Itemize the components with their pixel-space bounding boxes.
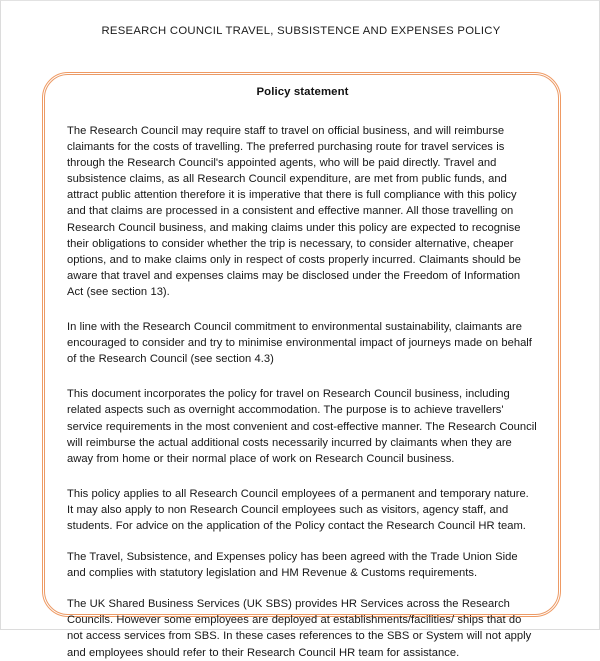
policy-paragraph: In line with the Research Council commitment to environmental sustainability, claimants are encouraged to consider and try to minimise environmental impact of journeys made on behalf of the Research Council (see section 4.3): [67, 321, 532, 366]
page-title: RESEARCH COUNCIL TRAVEL, SUBSISTENCE AND EXPENSES POLICY: [101, 25, 501, 37]
policy-paragraph: This policy applies to all Research Council employees of a permanent and temporary nature. It may also apply to non Research Council employees such as visitors, agency staff, and students. For advice on the application of the Policy contact the Research Council HR team.: [67, 487, 529, 532]
policy-paragraph: The UK Shared Business Services (UK SBS) provides HR Services across the Research Councils. However some employees are deployed at establishments/facilities/ ships that do not access services from SBS. In these cases references to the SBS or System will not apply and employees should refer to their Research Council HR team for assistance.: [67, 598, 532, 659]
policy-paragraph: The Research Council may require staff to travel on official business, and will reimburse claimants for the costs of travelling. The preferred purchasing route for travel services is through the Research Council's appointed agents, who will be paid directly. Travel and subsistence claims, as all Research Council expenditure, are met from public funds, and attract public attention therefore it is imperative that there is full compliance with this policy and that claims are processed in a consistent and effective manner. All those travelling on Research Council business, and making claims under this policy are expected to recognise their obligations to consider whether the trip is necessary, to consider alternative, cheaper options, and to make claims only in respect of costs properly incurred. Claimants should be aware that travel and expenses claims may be disclosed under the Freedom of Information Act (see section 13).: [67, 125, 521, 298]
policy-paragraph: This document incorporates the policy for travel on Research Council business, including related aspects such as overnight accommodation. The purpose is to achieve travellers' service requirements in the most convenient and cost-effective manner. The Research Council will reimburse the actual additional costs necessarily incurred by claimants when they are away from home or their normal place of work on Research Council business.: [67, 388, 537, 465]
policy-paragraph: The Travel, Subsistence, and Expenses policy has been agreed with the Trade Union Side and complies with statutory legislation and HM Revenue & Customs requirements.: [67, 551, 518, 580]
policy-statement-box: [42, 72, 561, 659]
policy-statement-content: [67, 86, 538, 661]
policy-statement-heading: Policy statement: [256, 86, 349, 98]
